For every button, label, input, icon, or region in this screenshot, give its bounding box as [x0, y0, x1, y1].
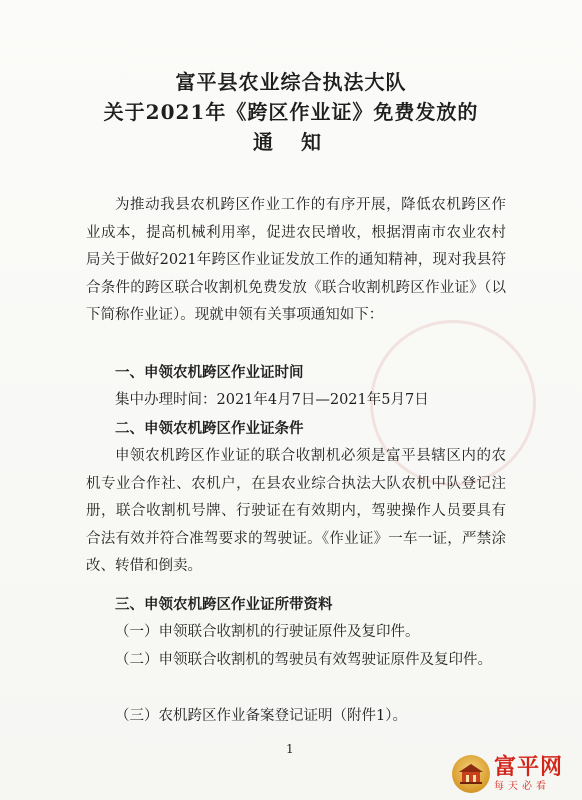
site-watermark-logo [452, 748, 582, 800]
section-3-heading: 三、申领农机跨区作业证所带资料 [115, 596, 333, 613]
logo-text-sub: 每天必看 [494, 780, 550, 792]
section-3-item-3: （三）农机跨区作业备案登记证明（附件1）。 [115, 708, 407, 724]
title-line-1: 富平县农业综合执法大队 [175, 70, 407, 94]
section-2-heading: 二、申领农机跨区作业证条件 [115, 420, 304, 437]
intro-paragraph: 为推动我县农机跨区作业工作的有序开展，降低农机跨区作业成本，提高机械利用率，促进农民增收，根据渭南市农业农村局关于做好2021年跨区作业证发放工作的通知精神，现对我县符合条件的跨区联合收割机免费发放《联合收割机跨区作业证》（以下简称作业证）。现就申领有关事项通知如下： [86, 197, 506, 323]
section-2-body: 申领农机跨区作业证的联合收割机必须是富平县辖区内的农机专业合作社、农机户，在县农业综合执法大队农机中队登记注册，联合收割机号牌、行驶证在有效期内，驾驶操作人员要具有合法有效并符合准驾要求的驾驶证。《作业证》一车一证，严禁涂改、转借和倒卖。 [86, 448, 506, 574]
section-3-item-2: （二）申领联合收割机的驾驶员有效驾驶证原件及复印件。 [115, 652, 492, 668]
title-line-2: 关于2021年《跨区作业证》免费发放的 [103, 100, 479, 124]
title-line-3: 通知 [253, 130, 349, 154]
section-3-item-1: （一）申领联合收割机的行驶证原件及复印件。 [115, 624, 420, 640]
section-1-heading: 一、申领农机跨区作业证时间 [115, 364, 304, 381]
section-1-body: 集中办理时间：2021年4月7日—2021年5月7日 [115, 392, 429, 408]
logo-text-main: 富平网 [494, 754, 564, 780]
building-logo-icon [452, 755, 490, 793]
page-number: 1 [286, 742, 294, 756]
